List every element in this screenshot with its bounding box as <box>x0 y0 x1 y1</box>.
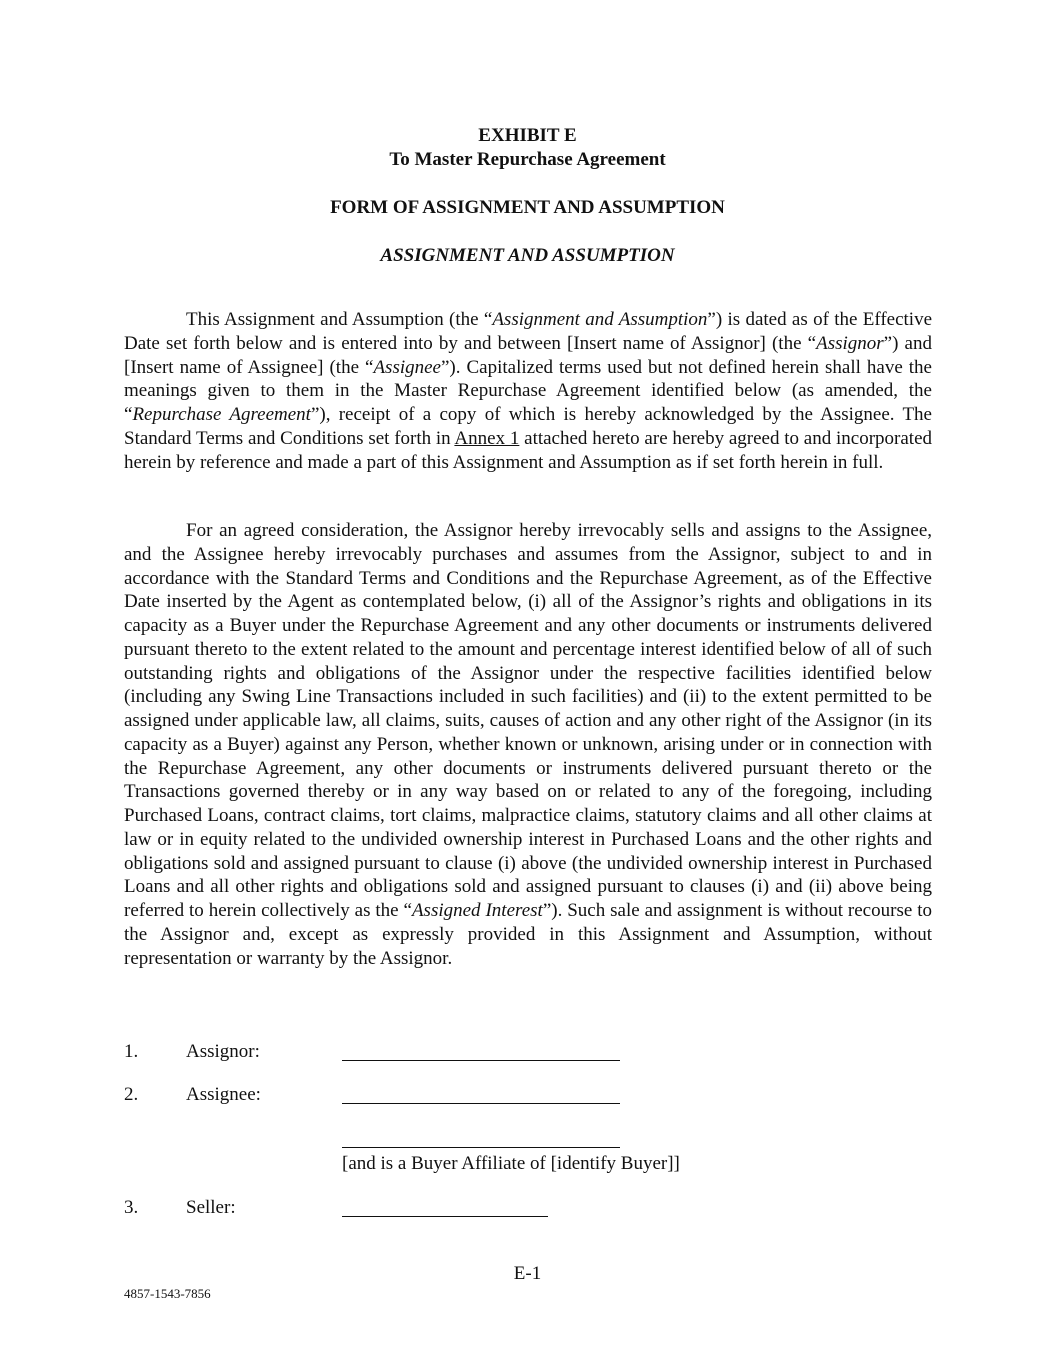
text-run: ”). Capitalized terms used but not defined herein shall have the meanings given to them in the Master Repurchase Agreement identified below (as amended, the “ <box>124 356 932 425</box>
exhibit-subtitle: To Master Repurchase Agreement <box>389 149 666 170</box>
annex-1-reference: Annex 1 <box>454 427 520 449</box>
item-label: Assignor: <box>186 1041 260 1062</box>
assignor-blank-line[interactable] <box>342 1060 620 1061</box>
seller-field <box>124 1196 924 1220</box>
item-number: 3. <box>124 1197 139 1218</box>
text-run: ”), receipt of a copy of which is hereby acknowledged by the Assignee. The Standard Terms and Conditions set forth in <box>124 404 932 449</box>
assignee-blank-line[interactable] <box>342 1103 620 1104</box>
intro-paragraph <box>124 308 932 474</box>
text-run: ”) and [Insert name of Assignee] (the “ <box>124 332 932 378</box>
document-title: ASSIGNMENT AND ASSUMPTION <box>380 245 675 266</box>
assignment-paragraph <box>124 519 932 970</box>
item-number: 2. <box>124 1084 139 1105</box>
item-label: Assignee: <box>186 1084 261 1105</box>
text-run: attached hereto are hereby agreed to and incorporated herein by reference and made a part of this Assignment and Assumption as if set forth herein in full. <box>124 427 933 473</box>
page-number: E-1 <box>513 1263 542 1284</box>
assignee-field <box>124 1083 924 1107</box>
defined-term: Assigned Interest <box>411 900 543 921</box>
buyer-affiliate-note: [and is a Buyer Affiliate of [identify Buyer]] <box>342 1153 680 1174</box>
assignee-affiliate-blank-line[interactable] <box>342 1147 620 1148</box>
text-run: This Assignment and Assumption (the “ <box>186 309 493 330</box>
defined-term: Assignment and Assumption <box>492 309 708 330</box>
form-title: FORM OF ASSIGNMENT AND ASSUMPTION <box>330 197 725 218</box>
seller-blank-line[interactable] <box>342 1216 548 1217</box>
assignee-affiliate-field <box>124 1127 924 1151</box>
defined-term: Assignor <box>816 332 884 354</box>
assignor-field <box>124 1040 924 1064</box>
item-label: Seller: <box>186 1197 236 1218</box>
text-run: For an agreed consideration, the Assignor hereby irrevocably sells and assigns to the Assignee, and the Assignee hereby irrevocably purchases and assumes from the Assignor, subject to and in accordance with the Standard Terms and Conditions and the Repurchase Agreement, as of the Effective Date inserted by the Agent as contemplated below, (i) all of the Assignor’s rights and obligations in its capacity as a Buyer under the Repurchase Agreement and any other documents or instruments delivered pursuant thereto to the extent related to the amount and percentage interest identified below of all of such outstanding rights and obligations of the Assignor under the respective facilities identified below (including any Swing Line Transactions included in such facilities) and (ii) to the extent permitted to be assigned under applicable law, all claims, suits, causes of action and any other right of the Assignor (in its capacity as a Buyer) against any Person, whether known or unknown, arising under or in connection with the Repurchase Agreement, any other documents or instruments delivered pursuant thereto or the Transactions governed thereby or in any way based on or related to any of the foregoing, including Purchased Loans, contract claims, tort claims, malpractice claims, statutory claims and all other claims at law or in equity related to the undivided ownership interest in Purchased Loans and the other rights and obligations sold and assigned pursuant to clause (i) above (the undivided ownership interest in Purchased Loans and all other rights and obligations sold and assigned pursuant to clauses (i) and (ii) above being referred to herein collectively as the “ <box>124 520 932 921</box>
defined-term: Repurchase Agreement <box>132 404 311 425</box>
exhibit-heading: EXHIBIT E <box>478 125 577 146</box>
text-run: ”). Such sale and assignment is without recourse to the Assignor and, except as expressly provided in this Assignment and Assumption, without representation or warranty by the Assignor. <box>124 900 932 969</box>
item-number: 1. <box>124 1041 139 1062</box>
text-run: ”) is dated as of the Effective Date set forth below and is entered into by and between [Insert name of Assignor] (the “ <box>124 309 933 354</box>
defined-term: Assignee <box>373 356 441 378</box>
document-id: 4857-1543-7856 <box>124 1286 211 1301</box>
